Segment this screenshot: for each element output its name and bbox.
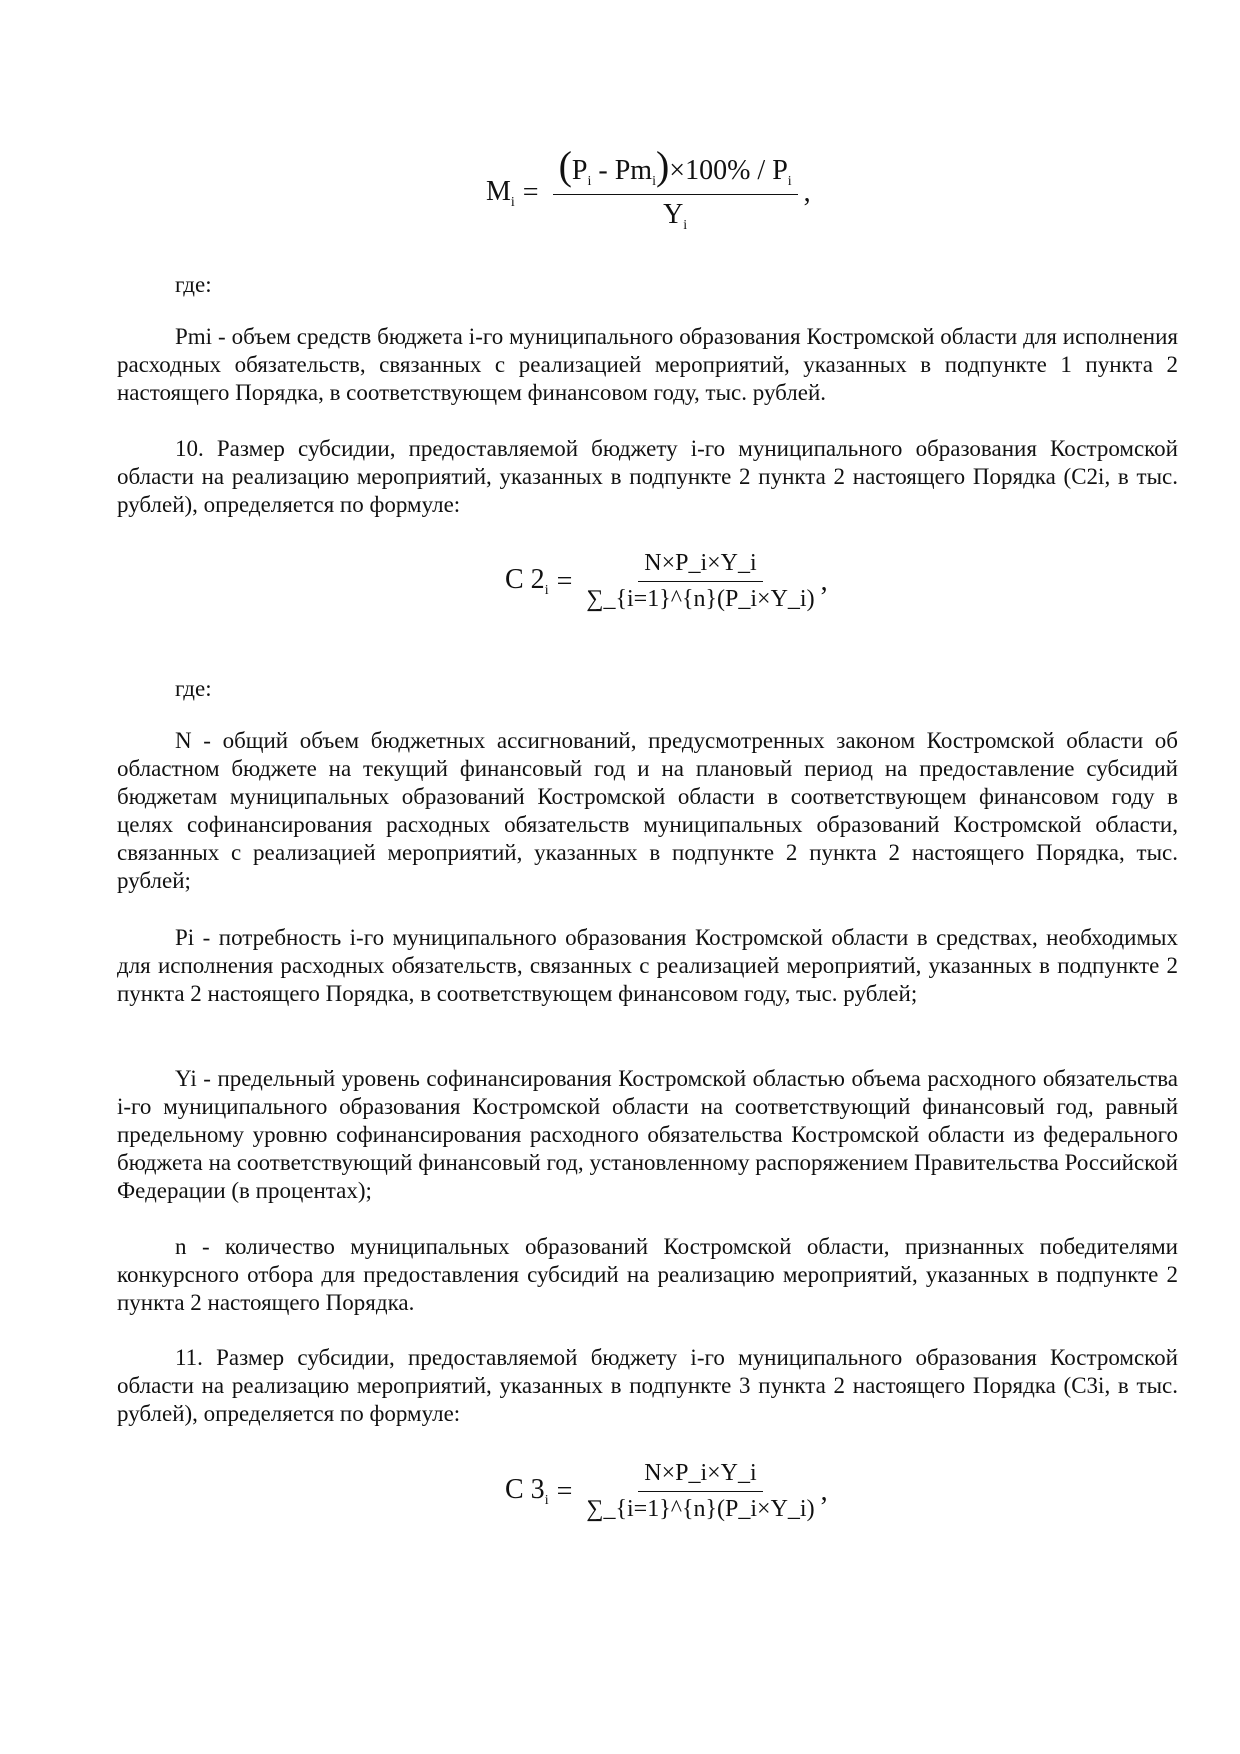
- comma: ,: [820, 1475, 828, 1507]
- where-label: где:: [175, 272, 212, 297]
- denominator: $Y_i$: [663, 199, 688, 233]
- paragraph-pi-definition: Pi - потребность i-го муниципального образования Костромской области в средствах, необходимых для исполнения расходных обязательств, связанных с реализацией мероприятий, указанных в подпункте 2 пункта 2 настоящего Порядка, в соответствующем финансовом году, тыс. рублей;: [117, 925, 1178, 1006]
- fraction: [586, 1460, 814, 1523]
- formula-c2-lhs: C $2_i$: [505, 564, 549, 598]
- formula-m-lhs: $M_i$: [486, 175, 515, 210]
- paragraph-n-definition: N - общий объем бюджетных ассигнований, предусмотренных законом Костромской области об областном бюджете на текущий финансовый год и на плановый период на предоставление субсидий бюджетам муниципальных образований Костромской области в соответствующем финансовом году в целях софинансирования расходных обязательств муниципальных образований Костромской области, связанных с реализацией мероприятий, указанных в подпункте 2 пункта 2 настоящего Порядка, тыс. рублей;: [117, 728, 1178, 893]
- paragraph-pm-definition: Pmi - объем средств бюджета i-го муниципального образования Костромской области для исполнения расходных обязательств, связанных с реализацией мероприятий, указанных в подпункте 1 пункта 2 настоящего Порядка, в соответствующем финансовом году, тыс. рублей.: [117, 324, 1178, 405]
- paragraph-yi-definition: Yi - предельный уровень софинансирования Костромской областью объема расходного обязательства i-го муниципального образования Костромской области на соответствующий финансовый год, равный предельному уровню софинансирования расходного обязательства Костромской области из федерального бюджета на соответствующий финансовый год, установленному распоряжением Правительства Российской Федерации (в процентах);: [117, 1066, 1178, 1203]
- equals-sign: =: [556, 565, 573, 597]
- formula-c3-lhs: C $3_i$: [505, 1474, 549, 1508]
- fraction: [553, 143, 798, 234]
- paragraph-11: 11. Размер субсидии, предоставляемой бюджету i-го муниципального образования Костромской области на реализацию мероприятий, указанных в подпункте 3 пункта 2 настоящего Порядка (C3i, в тыс. рублей), определяется по формуле:: [117, 1345, 1178, 1426]
- numerator: N×P_i×Y_i: [638, 550, 762, 582]
- equals-sign: =: [522, 177, 539, 208]
- formula-c2: [505, 550, 828, 613]
- formula-m: [486, 143, 811, 234]
- denominator: ∑_{i=1}^{n}(P_i×Y_i): [586, 586, 815, 612]
- formula-c3: [505, 1460, 828, 1523]
- numerator: $(P_i - Pm_i)\times 100\% / P_i$: [553, 152, 798, 195]
- equals-sign: =: [556, 1475, 573, 1507]
- paragraph-count-definition: n - количество муниципальных образований Костромской области, признанных победителями конкурсного отбора для предоставления субсидий на реализацию мероприятий, указанных в подпункте 2 пункта 2 настоящего Порядка.: [117, 1234, 1178, 1315]
- denominator: ∑_{i=1}^{n}(P_i×Y_i): [586, 1496, 815, 1522]
- comma: ,: [803, 177, 811, 208]
- paragraph-10: 10. Размер субсидии, предоставляемой бюджету i-го муниципального образования Костромской области на реализацию мероприятий, указанных в подпункте 2 пункта 2 настоящего Порядка (C2i, в тыс. рублей), определяется по формуле:: [117, 436, 1178, 517]
- fraction: [586, 550, 814, 613]
- comma: ,: [820, 565, 828, 597]
- numerator: N×P_i×Y_i: [638, 1460, 762, 1492]
- where-label: где:: [175, 676, 212, 701]
